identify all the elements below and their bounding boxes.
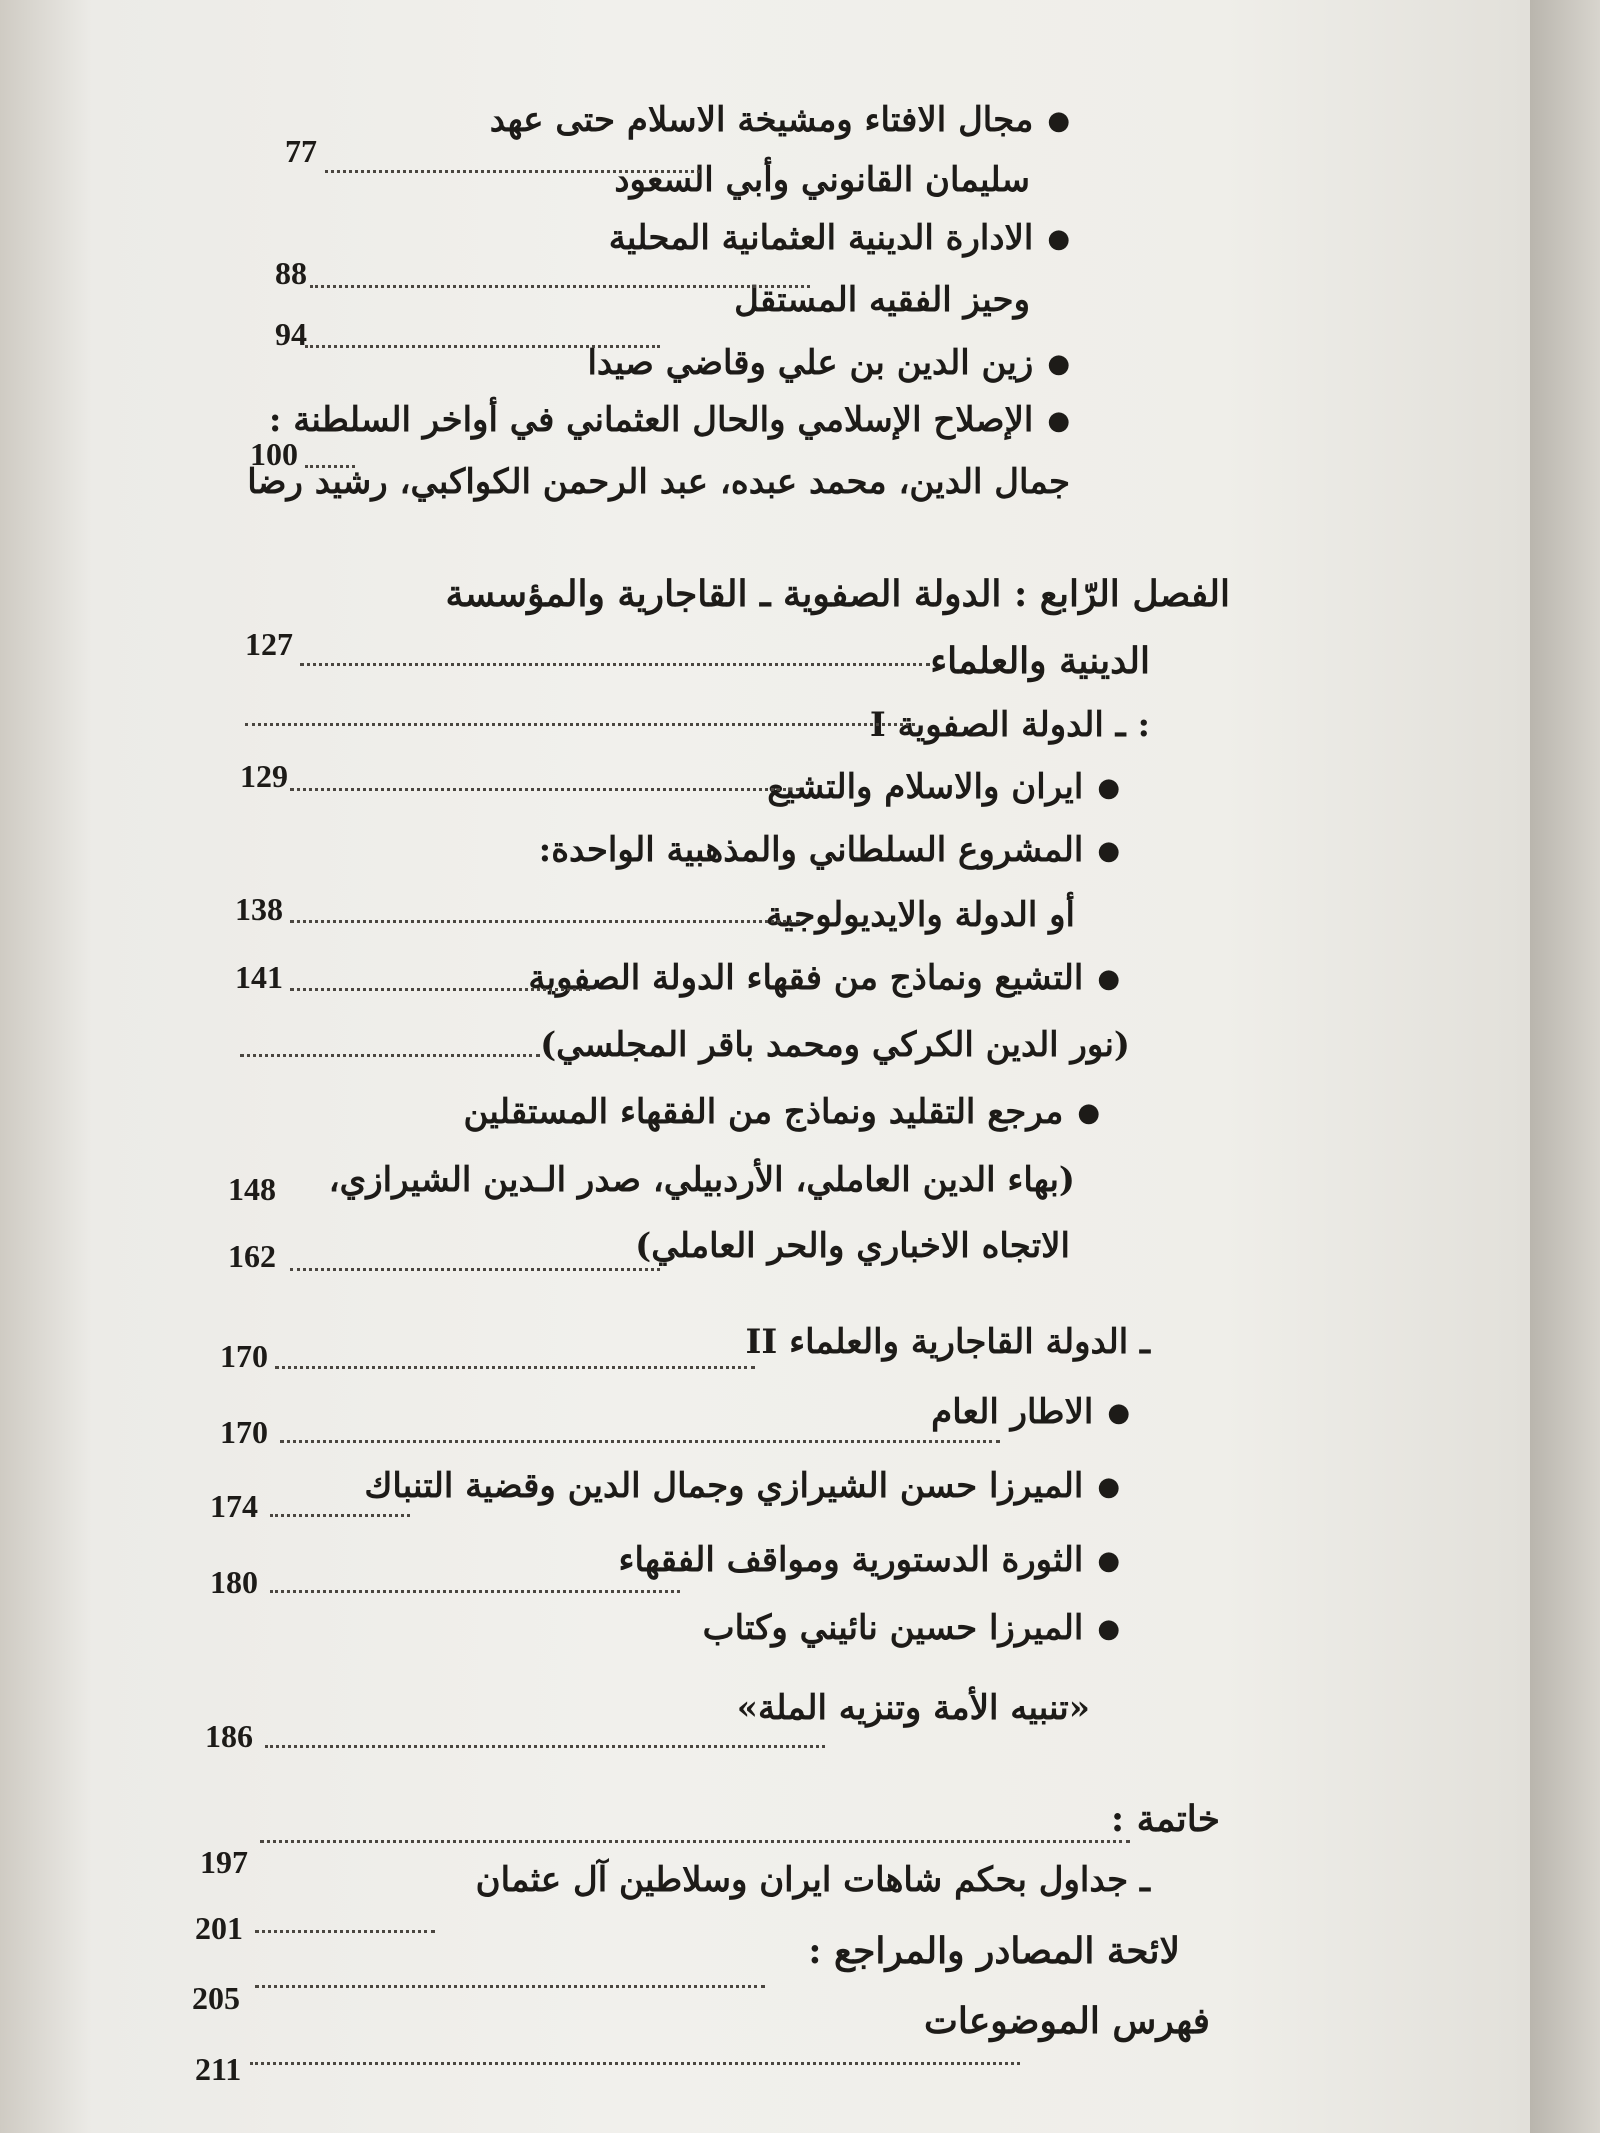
page-number: 205 — [192, 1980, 240, 2016]
toc-entry-local-admin-line2: وحيز الفقيه المستقل — [734, 280, 1030, 320]
leader-dots — [245, 723, 915, 726]
toc-entry-marja-line2: (بهاء الدين العاملي، الأردبيلي، صدر الـدين الشيرازي، — [328, 1160, 1075, 1200]
leader-dots — [290, 788, 800, 791]
page-number: 77 — [285, 133, 317, 169]
toc-entry-islamic-reform-line1: ● الإصلاح الإسلامي والحال العثماني في أواخر السلطنة : — [269, 400, 1070, 441]
toc-entry-marja-line1: ● مرجع التقليد ونماذج من الفقهاء المستقلين — [463, 1092, 1100, 1133]
toc-entry-safavid-jurists-line2: (نور الدين الكركي ومحمد باقر المجلسي) — [540, 1025, 1130, 1065]
leader-dots — [305, 345, 660, 348]
page-number: 138 — [235, 891, 283, 927]
toc-entry-naini-line1: ● الميرزا حسين نائيني وكتاب — [703, 1608, 1120, 1649]
leader-dots — [290, 988, 590, 991]
toc-entry-safavid-jurists-line1: ● التشيع ونماذج من فقهاء الدولة الصفوية — [528, 958, 1120, 999]
page-number: 174 — [210, 1488, 258, 1524]
toc-entry-tables: ـ جداول بحكم شاهات ايران وسلاطين آل عثمان — [475, 1860, 1150, 1900]
page-number: 180 — [210, 1564, 258, 1600]
page-number: 170 — [220, 1338, 268, 1374]
conclusion-heading: خاتمة : — [1110, 1798, 1220, 1840]
leader-dots — [255, 1985, 765, 1988]
page-number: 127 — [245, 626, 293, 662]
toc-entry-ifta-line2: سليمان القانوني وأبي السعود — [614, 160, 1030, 200]
section-heading-safavid: I ـ الدولة الصفوية : — [869, 705, 1150, 745]
toc-entry-marja-line3: الاتجاه الاخباري والحر العاملي) — [635, 1226, 1070, 1266]
page-number: 211 — [195, 2051, 242, 2087]
page-number: 94 — [275, 316, 307, 352]
leader-dots — [325, 170, 700, 173]
page-edge — [1530, 0, 1600, 2133]
toc-entry-local-admin-line1: ● الادارة الدينية العثمانية المحلية — [609, 218, 1070, 259]
page-number: 186 — [205, 1718, 253, 1754]
leader-dots — [260, 1840, 1130, 1843]
leader-dots — [240, 1054, 540, 1057]
chapter-heading-line2: الدينية والعلماء — [930, 640, 1150, 682]
page-number: 88 — [275, 255, 307, 291]
leader-dots — [270, 1590, 680, 1593]
sources-heading: لائحة المصادر والمراجع : — [808, 1930, 1180, 1972]
leader-dots — [300, 663, 930, 666]
page-number: 201 — [195, 1910, 243, 1946]
toc-entry-zayn-aldin: ● زين الدين بن علي وقاضي صيدا — [587, 343, 1070, 384]
leader-dots — [275, 1366, 755, 1369]
toc-entry-sultanic-project-line1: ● المشروع السلطاني والمذهبية الواحدة: — [539, 830, 1120, 871]
page-number: 129 — [240, 758, 288, 794]
toc-entry-sultanic-project-line2: أو الدولة والايديولوجية — [765, 895, 1075, 935]
toc-entry-ifta-line1: ● مجال الافتاء ومشيخة الاسلام حتى عهد — [490, 100, 1070, 141]
leader-dots — [310, 285, 810, 288]
leader-dots — [255, 1930, 435, 1933]
leader-dots — [250, 2062, 1020, 2065]
leader-dots — [265, 1745, 825, 1748]
leader-dots — [270, 1514, 410, 1517]
page-number: 148 — [228, 1171, 276, 1207]
section-heading-qajar: II ـ الدولة القاجارية والعلماء — [745, 1322, 1150, 1362]
page-number: 197 — [200, 1844, 248, 1880]
toc-entry-tobacco: ● الميرزا حسن الشيرازي وجمال الدين وقضية التنباك — [364, 1466, 1120, 1507]
toc-entry-general-framework: ● الاطار العام — [931, 1392, 1130, 1433]
toc-entry-iran-islam-shiism: ● ايران والاسلام والتشيع — [767, 767, 1120, 808]
page-number: 170 — [220, 1414, 268, 1450]
leader-dots — [290, 920, 800, 923]
page-number: 162 — [228, 1238, 276, 1274]
index-heading: فهرس الموضوعات — [923, 2000, 1210, 2042]
leader-dots — [280, 1440, 1000, 1443]
leader-dots — [305, 465, 355, 468]
toc-entry-constitutional-revolution: ● الثورة الدستورية ومواقف الفقهاء — [619, 1540, 1120, 1581]
leader-dots — [290, 1268, 660, 1271]
page-number: 100 — [250, 436, 298, 472]
page-number: 141 — [235, 959, 283, 995]
toc-entry-islamic-reform-line2: جمال الدين، محمد عبده، عبد الرحمن الكواكبي، رشيد رضا — [247, 462, 1070, 502]
toc-entry-naini-line2: «تنبيه الأمة وتنزيه الملة» — [736, 1688, 1090, 1728]
chapter-heading: الفصل الرّابع : الدولة الصفوية ـ القاجارية والمؤسسة — [445, 573, 1230, 615]
